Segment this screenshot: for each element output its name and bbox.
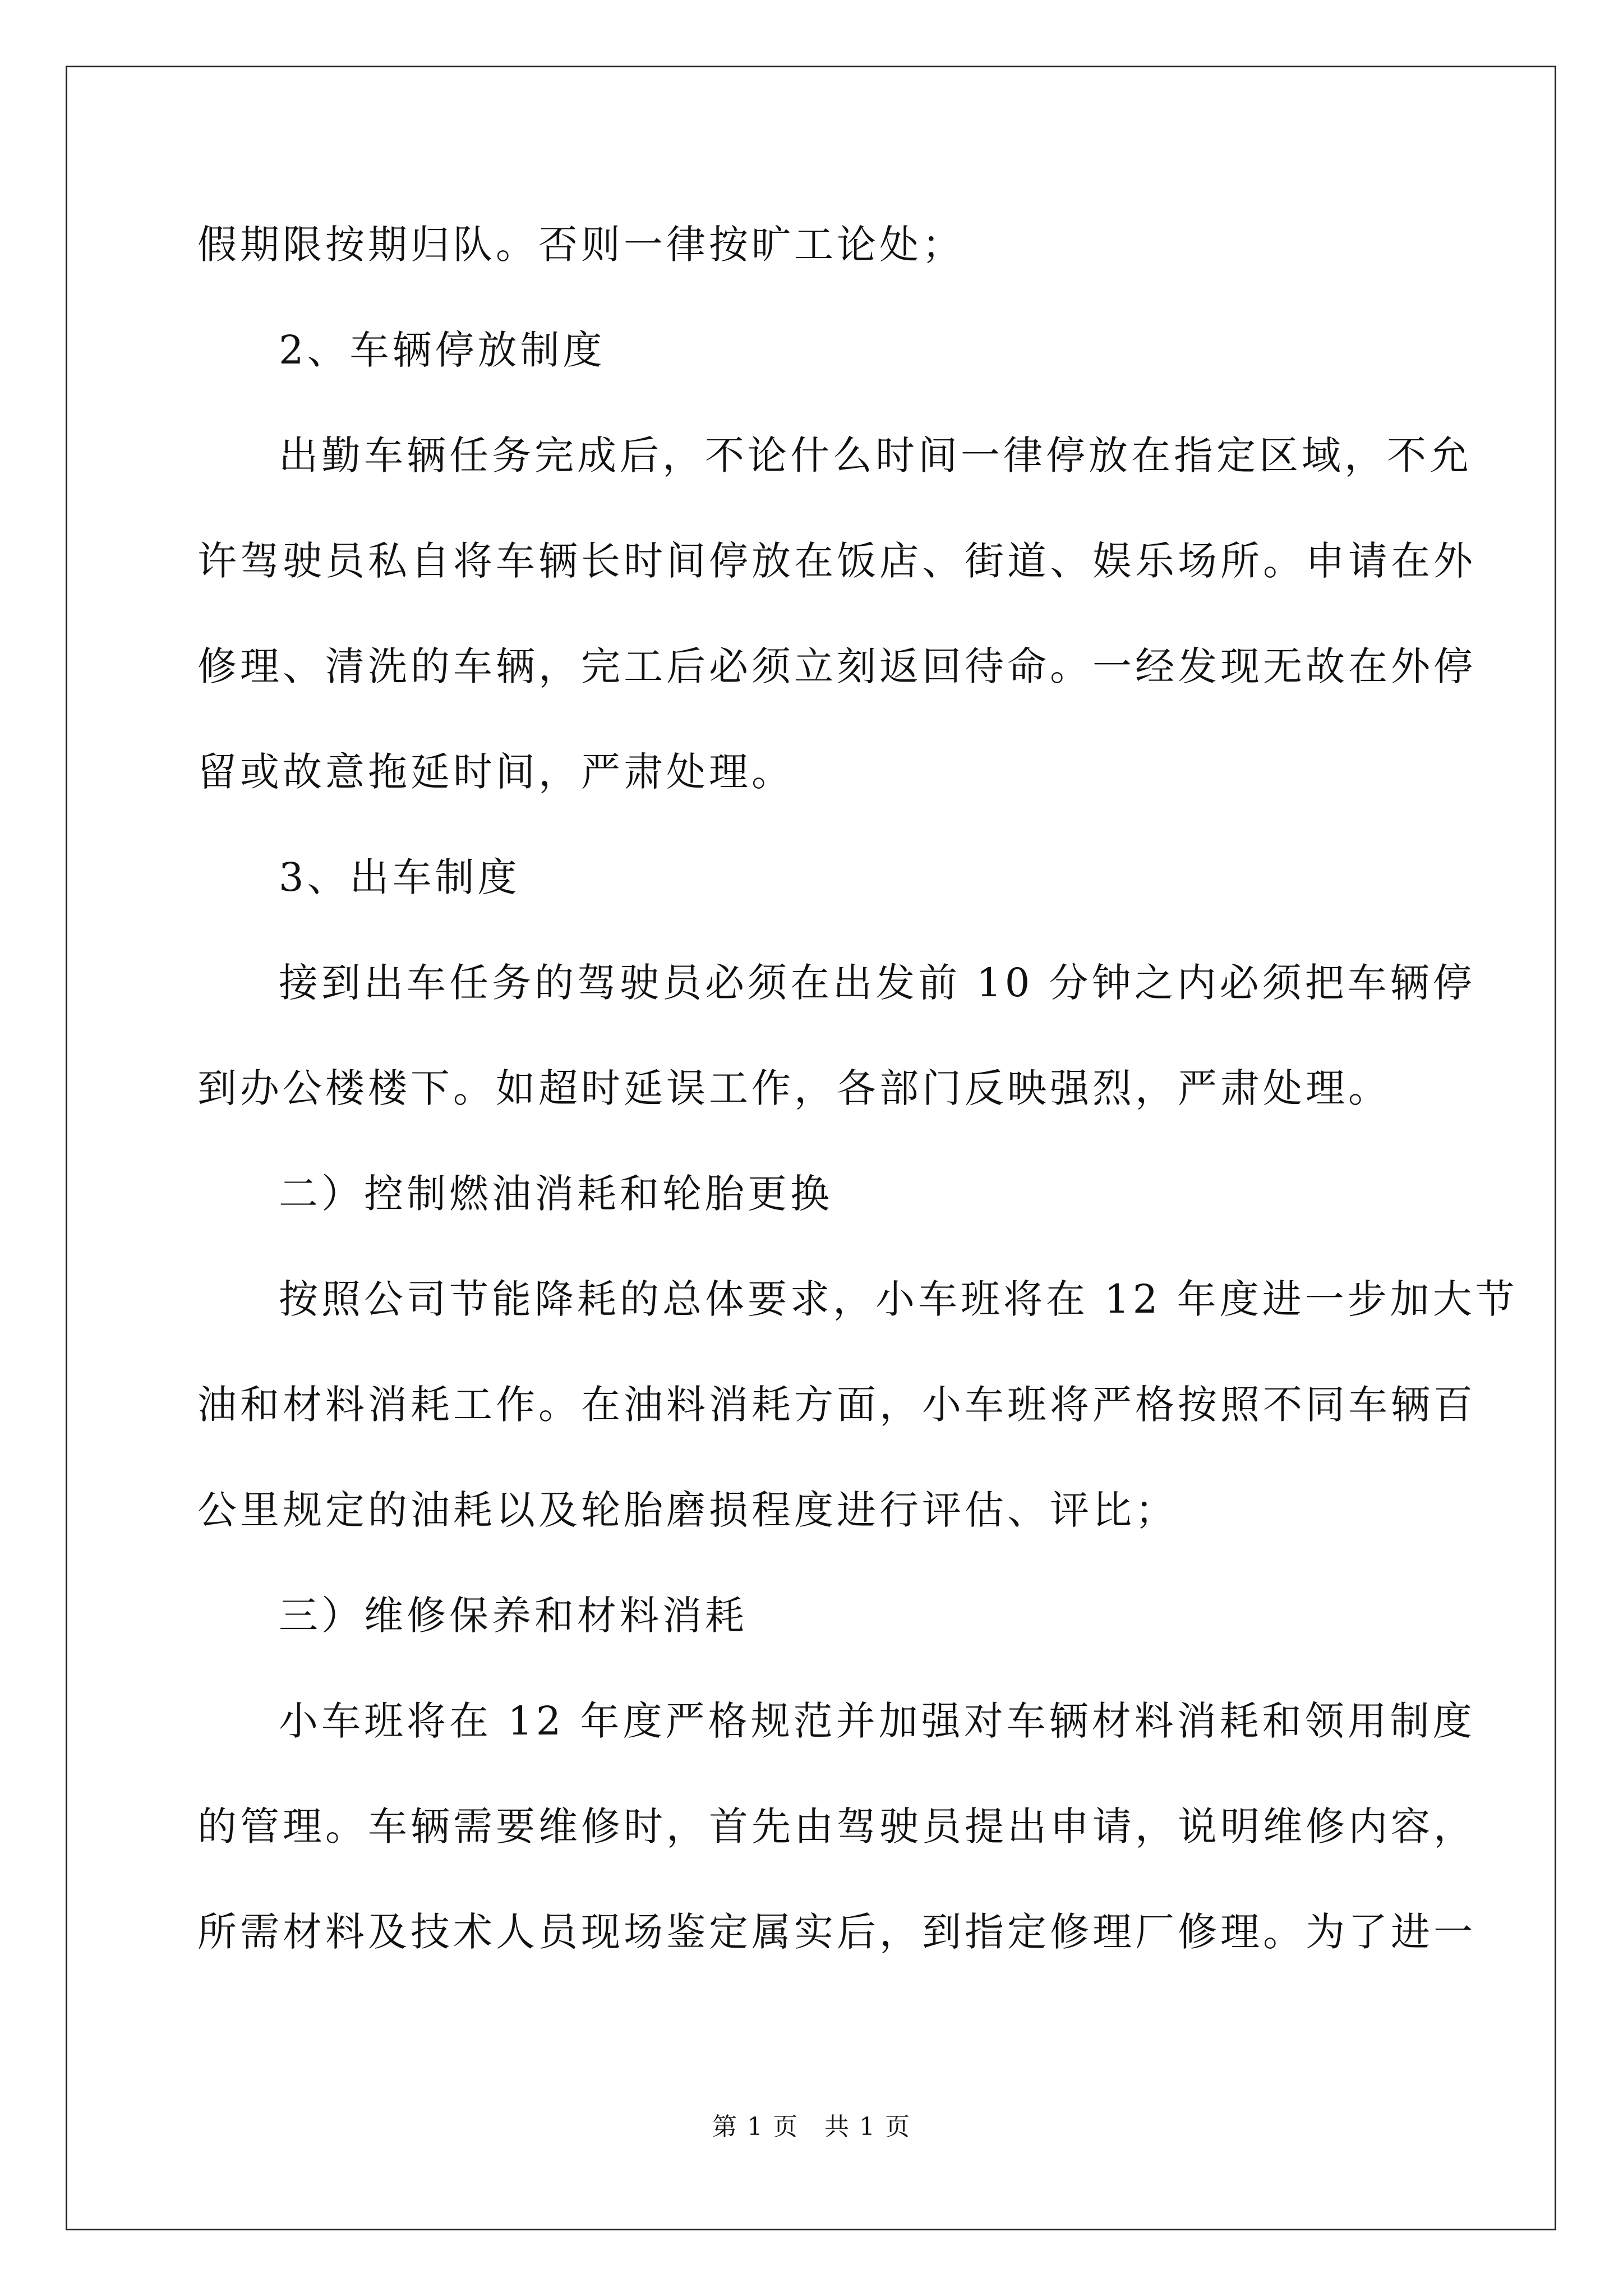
text-line: 按照公司节能降耗的总体要求，小车班将在 12 年度进一步加大节: [279, 1276, 1518, 1322]
page-number-footer: 第 1 页 共 1 页: [712, 2113, 911, 2141]
text-line: 修理、清洗的车辆，完工后必须立刻返回待命。一经发现无故在外停: [197, 643, 1476, 689]
document-body: [197, 192, 1518, 1985]
text-line: 油和材料消耗工作。在油料消耗方面，小车班将严格按照不同车辆百: [197, 1382, 1476, 1428]
section-heading: 3、出车制度: [279, 854, 520, 900]
text-line: 出勤车辆任务完成后，不论什么时间一律停放在指定区域，不允: [279, 432, 1472, 478]
text-line: 小车班将在 12 年度严格规范并加强对车辆材料消耗和领用制度: [279, 1698, 1476, 1744]
section-heading: 二）控制燃油消耗和轮胎更换: [279, 1171, 833, 1217]
text-line: 到办公楼楼下。如超时延误工作，各部门反映强烈，严肃处理。: [197, 1065, 1391, 1111]
text-line: 留或故意拖延时间，严肃处理。: [197, 749, 794, 795]
text-line: 公里规定的油耗以及轮胎磨损程度进行评估、评比；: [197, 1487, 1178, 1533]
text-line: 接到出车任务的驾驶员必须在出发前 10 分钟之内必须把车辆停: [279, 960, 1476, 1006]
text-line: 的管理。车辆需要维修时，首先由驾驶员提出申请，说明维修内容，: [197, 1803, 1476, 1849]
section-heading: 三）维修保养和材料消耗: [279, 1593, 748, 1639]
text-line: 许驾驶员私自将车辆长时间停放在饭店、街道、娱乐场所。申请在外: [197, 538, 1476, 584]
text-line: 假期限按期归队。否则一律按旷工论处；: [197, 222, 965, 268]
text-line: 所需材料及技术人员现场鉴定属实后，到指定修理厂修理。为了进一: [197, 1909, 1476, 1955]
section-heading: 2、车辆停放制度: [279, 327, 606, 373]
